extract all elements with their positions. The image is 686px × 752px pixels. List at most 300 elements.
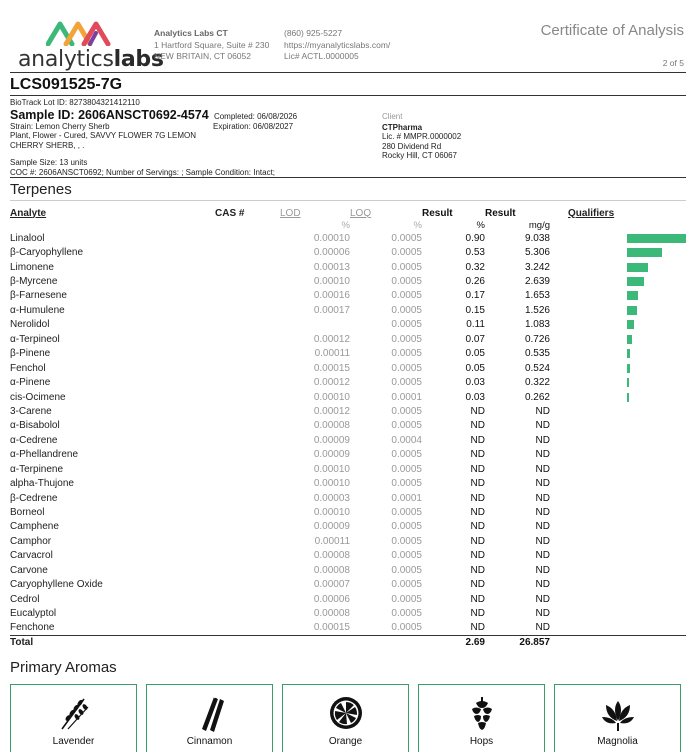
analyte-cell: α-Bisabolol	[10, 420, 60, 432]
cas-cell	[215, 361, 280, 375]
result-mg-cell: ND	[535, 622, 550, 634]
qualifier-cell	[550, 534, 686, 548]
table-row	[10, 549, 686, 563]
unit-loq: %	[413, 219, 422, 231]
qualifier-cell	[550, 245, 686, 259]
loq-cell: 0.0005	[391, 333, 422, 345]
loq-cell: 0.0005	[391, 622, 422, 634]
cas-cell	[215, 274, 280, 288]
lod-cell: 0.00008	[313, 564, 350, 576]
analyte-cell: α-Humulene	[10, 304, 65, 316]
col-cas: CAS #	[215, 207, 245, 219]
cas-cell	[215, 404, 280, 418]
qualifier-cell	[550, 390, 686, 404]
lod-cell: 0.00010	[313, 276, 350, 288]
sample-info	[10, 98, 297, 177]
qualifier-bar	[627, 378, 629, 387]
terpenes-table	[10, 207, 686, 648]
unit-result-mg: mg/g	[528, 219, 550, 231]
client-license: Lic. # MMPR.0000002	[382, 132, 462, 141]
aromas-row	[10, 684, 686, 752]
cas-cell	[215, 260, 280, 274]
result-mg-cell: ND	[535, 593, 550, 605]
result-pct-cell: ND	[470, 622, 485, 634]
result-pct-cell: 0.32	[465, 261, 485, 273]
qualifier-cell	[550, 332, 686, 346]
table-row	[10, 303, 686, 317]
lod-cell: 0.00017	[313, 304, 350, 316]
cas-cell	[215, 520, 280, 534]
lod-cell: 0.00008	[313, 608, 350, 620]
qualifier-cell	[550, 592, 686, 606]
magnolia-icon	[598, 693, 638, 733]
table-row	[10, 419, 686, 433]
table-row	[10, 563, 686, 577]
result-mg-cell: 9.038	[524, 232, 550, 244]
aroma-label: Magnolia	[597, 736, 638, 747]
result-mg-cell: ND	[535, 507, 550, 519]
analyte-cell: Limonene	[10, 261, 54, 273]
result-mg-cell: ND	[535, 564, 550, 576]
sample-id: Sample ID: 2606ANSCT0692-4574	[10, 107, 209, 122]
result-mg-cell: ND	[535, 405, 550, 417]
result-pct-cell: ND	[470, 478, 485, 490]
qualifier-bar	[627, 263, 648, 272]
lab-name: Analytics Labs CT	[154, 28, 228, 38]
analyte-cell: α-Terpineol	[10, 333, 60, 345]
result-pct-cell: ND	[470, 507, 485, 519]
qualifier-bar	[627, 306, 637, 315]
result-mg-cell: ND	[535, 449, 550, 461]
col-loq: LOQ	[350, 207, 372, 219]
aroma-card-lavender	[10, 684, 137, 752]
result-mg-cell: 0.322	[524, 377, 550, 389]
lcs-number: LCS091525-7G	[10, 76, 123, 93]
loq-cell: 0.0005	[391, 593, 422, 605]
total-mg: 26.857	[485, 635, 550, 648]
result-pct-cell: ND	[470, 449, 485, 461]
qualifier-cell	[550, 375, 686, 389]
result-mg-cell: ND	[535, 550, 550, 562]
table-row	[10, 245, 686, 259]
table-row	[10, 318, 686, 332]
table-units-row	[10, 219, 686, 231]
loq-cell: 0.0005	[391, 463, 422, 475]
result-pct-cell: 0.03	[465, 391, 485, 403]
analyte-cell: α-Cedrene	[10, 434, 58, 446]
table-row	[10, 476, 686, 490]
col-result-mg: Result	[485, 207, 516, 219]
cas-cell	[215, 462, 280, 476]
qualifier-cell	[550, 260, 686, 274]
analyte-cell: α-Phellandrene	[10, 449, 79, 461]
cas-cell	[215, 433, 280, 447]
client-name: CTPharma	[382, 122, 423, 132]
qualifier-cell	[550, 462, 686, 476]
result-pct-cell: ND	[470, 593, 485, 605]
loq-cell: 0.0001	[391, 391, 422, 403]
analyte-cell: 3-Carene	[10, 405, 52, 417]
analyte-cell: Camphene	[10, 521, 59, 533]
result-mg-cell: ND	[535, 492, 550, 504]
result-pct-cell: 0.07	[465, 333, 485, 345]
analyte-cell: alpha-Thujone	[10, 478, 74, 490]
analyte-cell: Cedrol	[10, 593, 40, 605]
analyte-cell: Caryophyllene Oxide	[10, 579, 103, 591]
table-row	[10, 520, 686, 534]
table-row	[10, 289, 686, 303]
table-row	[10, 231, 686, 245]
analyte-cell: Eucalyptol	[10, 608, 57, 620]
sample-size: Sample Size: 13 units	[10, 158, 88, 167]
document-title: Certificate of Analysis	[540, 22, 684, 39]
plant-description-2: CHERRY SHERB, , .	[10, 140, 85, 150]
qualifier-cell	[550, 289, 686, 303]
cas-cell	[215, 448, 280, 462]
cas-cell	[215, 231, 280, 245]
lod-cell: 0.00011	[314, 348, 350, 360]
result-pct-cell: ND	[470, 420, 485, 432]
lod-cell: 0.00009	[313, 434, 350, 446]
qualifier-bar	[627, 335, 632, 344]
analyte-cell: Borneol	[10, 507, 45, 519]
table-row	[10, 433, 686, 447]
lod-cell: 0.00013	[313, 261, 350, 273]
qualifier-cell	[550, 448, 686, 462]
loq-cell: 0.0005	[391, 579, 422, 591]
aroma-label: Hops	[469, 736, 494, 747]
result-pct-cell: 0.05	[465, 348, 485, 360]
analyte-cell: Fenchone	[10, 622, 55, 634]
lab-address-1: 1 Hartford Square, Suite # 230	[154, 39, 270, 50]
table-row	[10, 347, 686, 361]
analyte-cell: β-Farnesene	[10, 290, 67, 302]
table-row	[10, 404, 686, 418]
table-row	[10, 462, 686, 476]
analyte-cell: β-Caryophyllene	[10, 247, 84, 259]
qualifier-cell	[550, 361, 686, 375]
aroma-card-cinnamon	[146, 684, 273, 752]
analyte-cell: α-Terpinene	[10, 463, 64, 475]
lod-cell: 0.00008	[313, 420, 350, 432]
result-mg-cell: 2.639	[524, 276, 550, 288]
qualifier-bar	[627, 393, 629, 402]
cas-cell	[215, 592, 280, 606]
col-lod: LOD	[280, 207, 301, 219]
table-row	[10, 375, 686, 389]
orange-icon	[326, 693, 366, 733]
col-qualifiers: Qualifiers	[568, 207, 615, 219]
analyte-cell: Camphor	[10, 535, 52, 547]
lod-cell: 0.00011	[314, 535, 350, 547]
result-mg-cell: 0.535	[524, 348, 550, 360]
lod-cell: 0.00009	[313, 449, 350, 461]
qualifier-bar	[627, 234, 686, 243]
cas-cell	[215, 375, 280, 389]
table-row	[10, 621, 686, 635]
qualifier-bar	[627, 291, 638, 300]
client-label: Client	[382, 112, 403, 121]
lod-cell: 0.00016	[313, 290, 350, 302]
qualifier-cell	[550, 303, 686, 317]
loq-cell: 0.0005	[391, 247, 422, 259]
lod-cell: 0.00012	[313, 333, 350, 345]
logo-mark-icon	[46, 20, 112, 46]
qualifier-cell	[550, 274, 686, 288]
hops-icon	[462, 693, 502, 733]
analyte-cell: Fenchol	[10, 362, 46, 374]
cas-cell	[215, 563, 280, 577]
result-pct-cell: ND	[470, 564, 485, 576]
result-mg-cell: ND	[535, 434, 550, 446]
table-row	[10, 534, 686, 548]
cas-cell	[215, 505, 280, 519]
loq-cell: 0.0005	[391, 319, 422, 331]
qualifier-cell	[550, 563, 686, 577]
client-address-1: 280 Dividend Rd	[382, 141, 442, 151]
loq-cell: 0.0005	[391, 261, 422, 273]
cas-cell	[215, 347, 280, 361]
table-row	[10, 491, 686, 505]
qualifier-cell	[550, 549, 686, 563]
analyte-cell: Carvacrol	[10, 550, 53, 562]
loq-cell: 0.0005	[391, 420, 422, 432]
table-row	[10, 592, 686, 606]
strain: Strain: Lemon Cherry Sherb	[10, 121, 110, 131]
result-pct-cell: 0.15	[465, 304, 485, 316]
cas-cell	[215, 419, 280, 433]
loq-cell: 0.0005	[391, 405, 422, 417]
aroma-label: Orange	[328, 736, 363, 747]
lod-cell: 0.00012	[313, 405, 350, 417]
lod-cell: 0.00008	[313, 550, 350, 562]
result-pct-cell: 0.26	[465, 276, 485, 288]
lavender-icon	[54, 693, 94, 733]
col-analyte: Analyte	[10, 207, 47, 219]
loq-cell: 0.0005	[391, 377, 422, 389]
table-row	[10, 274, 686, 288]
result-pct-cell: ND	[470, 463, 485, 475]
cas-cell	[215, 332, 280, 346]
lod-cell: 0.00012	[313, 377, 350, 389]
col-result-pct: Result	[422, 207, 453, 219]
loq-cell: 0.0005	[391, 362, 422, 374]
lod-cell: 0.00003	[313, 492, 350, 504]
completed-date: Completed: 06/08/2026	[213, 111, 298, 121]
qualifier-cell	[550, 347, 686, 361]
lab-website[interactable]: https://myanalyticslabs.com/	[284, 39, 391, 50]
qualifier-bar	[627, 248, 662, 257]
qualifier-cell	[550, 491, 686, 505]
result-pct-cell: 0.05	[465, 362, 485, 374]
result-pct-cell: 0.11	[466, 319, 485, 331]
result-mg-cell: ND	[535, 463, 550, 475]
table-row	[10, 260, 686, 274]
loq-cell: 0.0005	[391, 608, 422, 620]
table-row	[10, 390, 686, 404]
analyte-cell: α-Pinene	[10, 377, 51, 389]
cinnamon-icon	[190, 693, 230, 733]
cas-cell	[215, 476, 280, 490]
lod-cell: 0.00010	[313, 478, 350, 490]
expiration-date: Expiration: 06/08/2027	[213, 121, 294, 131]
result-pct-cell: ND	[470, 608, 485, 620]
header-divider	[10, 72, 686, 73]
loq-cell: 0.0004	[391, 434, 422, 446]
cas-cell	[215, 606, 280, 620]
qualifier-cell	[550, 621, 686, 635]
loq-cell: 0.0005	[391, 535, 422, 547]
lod-cell: 0.00006	[313, 593, 350, 605]
table-row	[10, 361, 686, 375]
logo-wordmark: analyticslabs	[18, 47, 164, 72]
qualifier-cell	[550, 578, 686, 592]
result-mg-cell: ND	[535, 521, 550, 533]
qualifier-cell	[550, 404, 686, 418]
result-pct-cell: ND	[470, 535, 485, 547]
loq-cell: 0.0005	[391, 348, 422, 360]
page-number: 2 of 5	[662, 58, 684, 68]
lod-cell: 0.00015	[313, 622, 350, 634]
plant-description: Plant, Flower - Cured, SAVVY FLOWER 7G LEMON	[10, 131, 196, 140]
loq-cell: 0.0005	[391, 449, 422, 461]
qualifier-bar	[627, 364, 630, 373]
cas-cell	[215, 549, 280, 563]
qualifier-cell	[550, 476, 686, 490]
client-info	[382, 112, 461, 161]
result-pct-cell: ND	[470, 492, 485, 504]
cas-cell	[215, 491, 280, 505]
qualifier-cell	[550, 433, 686, 447]
cas-cell	[215, 318, 280, 332]
lab-info	[154, 28, 269, 63]
cas-cell	[215, 289, 280, 303]
table-row	[10, 505, 686, 519]
qualifier-cell	[550, 419, 686, 433]
result-pct-cell: 0.03	[465, 377, 485, 389]
aroma-card-magnolia	[554, 684, 681, 752]
result-mg-cell: ND	[535, 579, 550, 591]
lod-cell: 0.00006	[313, 247, 350, 259]
loq-cell: 0.0005	[391, 564, 422, 576]
result-pct-cell: ND	[470, 579, 485, 591]
result-mg-cell: 1.083	[524, 319, 550, 331]
lod-cell: 0.00010	[313, 232, 350, 244]
table-header-row	[10, 207, 686, 219]
qualifier-bar	[627, 349, 630, 358]
total-pct: 2.69	[422, 635, 485, 648]
qualifier-cell	[550, 520, 686, 534]
result-mg-cell: 1.526	[524, 304, 550, 316]
result-pct-cell: ND	[470, 405, 485, 417]
result-pct-cell: ND	[470, 550, 485, 562]
aroma-card-hops	[418, 684, 545, 752]
result-pct-cell: 0.17	[465, 290, 485, 302]
result-pct-cell: 0.53	[465, 247, 485, 259]
loq-cell: 0.0005	[391, 232, 422, 244]
lab-contact	[284, 28, 390, 63]
table-row	[10, 332, 686, 346]
analyte-cell: β-Cedrene	[10, 492, 58, 504]
result-mg-cell: 1.653	[524, 290, 550, 302]
cas-cell	[215, 534, 280, 548]
aroma-card-orange	[282, 684, 409, 752]
loq-cell: 0.0005	[391, 478, 422, 490]
loq-cell: 0.0005	[391, 521, 422, 533]
aromas-title: Primary Aromas	[10, 659, 117, 676]
qualifier-bar	[627, 320, 634, 329]
lab-address-2: NEW BRITAIN, CT 06052	[154, 51, 251, 61]
unit-lod: %	[341, 219, 350, 231]
lod-cell: 0.00007	[313, 579, 350, 591]
lod-cell: 0.00009	[313, 521, 350, 533]
analyte-cell: β-Pinene	[10, 348, 51, 360]
cas-cell	[215, 621, 280, 635]
table-row	[10, 578, 686, 592]
lab-license: Lic# ACTL.0000005	[284, 51, 359, 61]
result-mg-cell: ND	[535, 608, 550, 620]
loq-cell: 0.0005	[391, 507, 422, 519]
analyte-cell: Carvone	[10, 564, 48, 576]
result-mg-cell: ND	[535, 420, 550, 432]
coc-line: COC #: 2606ANSCT0692; Number of Servings: ; Sample Condition: Intact;	[10, 167, 276, 177]
lod-cell: 0.00010	[313, 391, 350, 403]
terpenes-title-divider	[10, 200, 686, 201]
result-mg-cell: 3.242	[524, 261, 550, 273]
result-mg-cell: 0.524	[524, 362, 550, 374]
total-label: Total	[10, 635, 215, 648]
result-pct-cell: ND	[470, 521, 485, 533]
analyte-cell: cis-Ocimene	[10, 391, 66, 403]
table-row	[10, 606, 686, 620]
analyte-cell: Nerolidol	[10, 319, 50, 331]
cas-cell	[215, 245, 280, 259]
client-address-2: Rocky Hill, CT 06067	[382, 151, 457, 160]
result-mg-cell: 0.726	[524, 333, 550, 345]
loq-cell: 0.0005	[391, 290, 422, 302]
terpenes-title: Terpenes	[10, 181, 72, 198]
lod-cell: 0.00010	[313, 463, 350, 475]
result-mg-cell: 5.306	[524, 247, 550, 259]
result-mg-cell: 0.262	[524, 391, 550, 403]
result-pct-cell: ND	[470, 434, 485, 446]
qualifier-cell	[550, 606, 686, 620]
cas-cell	[215, 303, 280, 317]
loq-cell: 0.0005	[391, 276, 422, 288]
cas-cell	[215, 578, 280, 592]
aroma-label: Lavender	[52, 736, 95, 747]
sample-divider	[10, 177, 686, 178]
lod-cell: 0.00010	[313, 507, 350, 519]
lcs-divider	[10, 95, 686, 96]
analyte-cell: Linalool	[10, 232, 45, 244]
loq-cell: 0.0005	[391, 550, 422, 562]
lod-cell	[280, 318, 350, 332]
lod-cell: 0.00015	[313, 362, 350, 374]
result-mg-cell: ND	[535, 478, 550, 490]
lab-phone: (860) 925-5227	[284, 28, 343, 38]
analyte-cell: β-Myrcene	[10, 276, 58, 288]
total-row	[10, 635, 686, 648]
table-row	[10, 448, 686, 462]
unit-result-pct: %	[476, 219, 485, 231]
aroma-label: Cinnamon	[186, 736, 233, 747]
qualifier-bar	[627, 277, 644, 286]
qualifier-cell	[550, 505, 686, 519]
cas-cell	[215, 390, 280, 404]
qualifier-cell	[550, 318, 686, 332]
loq-cell: 0.0001	[391, 492, 422, 504]
